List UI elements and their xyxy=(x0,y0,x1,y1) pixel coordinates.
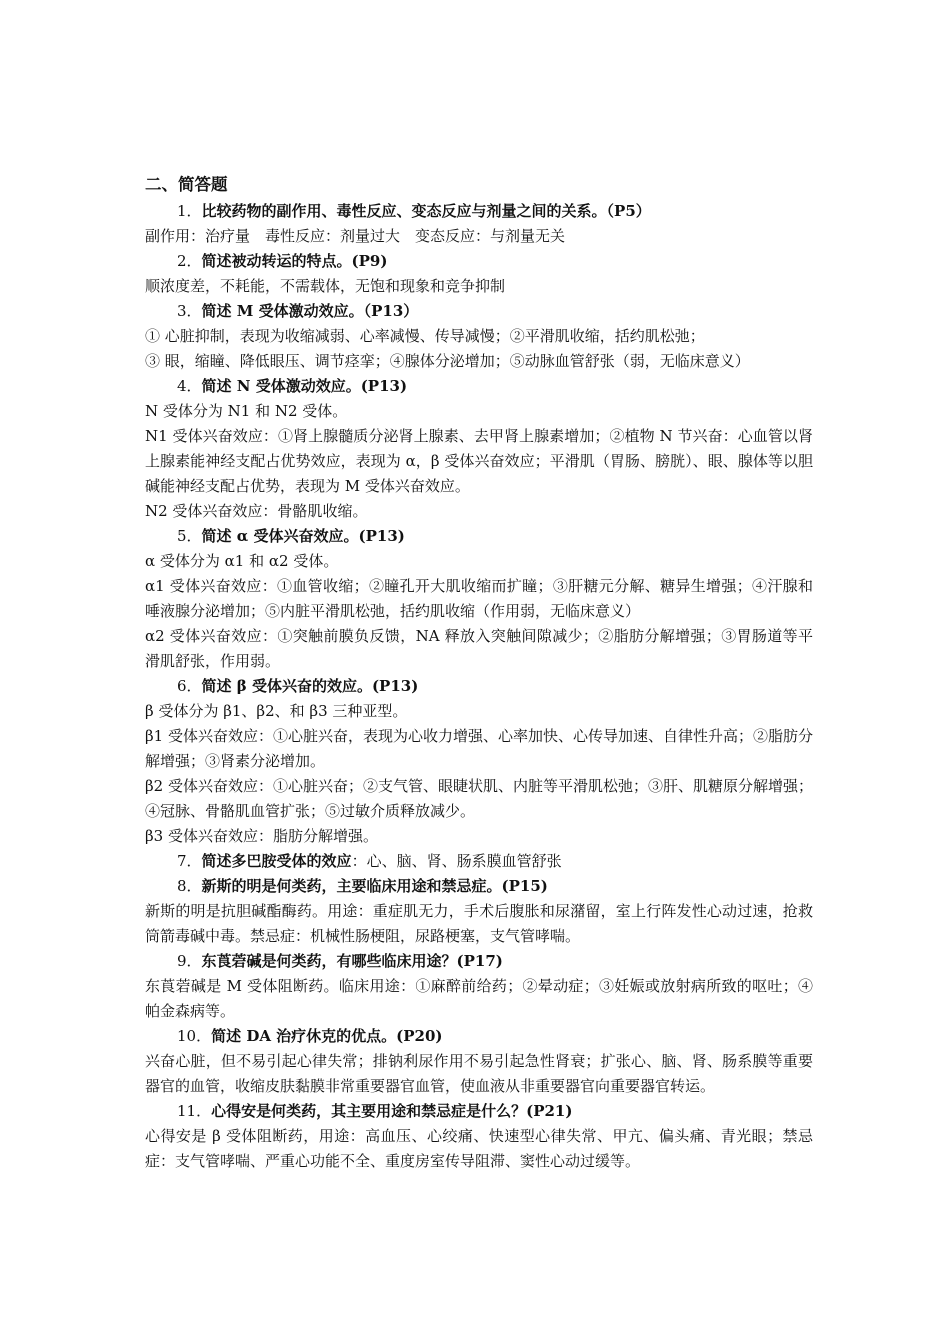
document-page xyxy=(145,171,813,1174)
answer-paragraph: β 受体分为 β1、β2、和 β3 三种亚型。 xyxy=(145,702,408,720)
question-number: 8． xyxy=(177,877,202,895)
answer-paragraph: β2 受体兴奋效应：①心脏兴奋；②支气管、眼睫状肌、内脏等平滑肌松弛；③肝、肌糖原分解增强；④冠脉、骨骼肌血管扩张；⑤过敏介质释放减少。 xyxy=(145,777,813,820)
question-number: 10． xyxy=(177,1027,212,1045)
question-heading xyxy=(145,674,813,699)
question-heading xyxy=(145,249,813,274)
question-number: 9． xyxy=(177,952,202,970)
answer-paragraph: 新斯的明是抗胆碱酯酶药。用途：重症肌无力，手术后腹胀和尿潴留，室上行阵发性心动过速，抢救筒箭毒碱中毒。禁忌症：机械性肠梗阻，尿路梗塞，支气管哮喘。 xyxy=(145,902,813,945)
question-number: 2． xyxy=(177,252,202,270)
question-text: 心得安是何类药，其主要用途和禁忌症是什么？(P21) xyxy=(211,1102,573,1120)
question-number: 5． xyxy=(177,527,202,545)
question-text: 简述 DA 治疗休克的优点。(P20) xyxy=(211,1027,443,1045)
question-heading xyxy=(145,874,813,899)
question-number: 1． xyxy=(177,202,202,220)
question-heading xyxy=(145,299,813,324)
question-number: 6． xyxy=(177,677,202,695)
question-text: 东莨菪碱是何类药，有哪些临床用途？(P17) xyxy=(201,952,503,970)
question-number: 11． xyxy=(177,1102,212,1120)
question-text: 新斯的明是何类药，主要临床用途和禁忌症。(P15) xyxy=(201,877,548,895)
answer-paragraph: 心得安是 β 受体阻断药，用途：高血压、心绞痛、快速型心律失常、甲亢、偏头痛、青光眼；禁忌症：支气管哮喘、严重心功能不全、重度房室传导阻滞、窦性心动过缓等。 xyxy=(145,1127,813,1170)
question-heading xyxy=(145,949,813,974)
question-heading xyxy=(145,374,813,399)
inline-answer: ：心、脑、肾、肠系膜血管舒张 xyxy=(351,852,562,870)
question-list xyxy=(145,199,813,1174)
answer-paragraph: ③ 眼，缩瞳、降低眼压、调节痉挛；④腺体分泌增加；⑤动脉血管舒张（弱，无临床意义） xyxy=(145,352,750,370)
question-text: 简述被动转运的特点。(P9) xyxy=(201,252,388,270)
answer-paragraph: 东莨菪碱是 M 受体阻断药。临床用途：①麻醉前给药；②晕动症；③妊娠或放射病所致的呕吐；④帕金森病等。 xyxy=(145,977,813,1020)
answer-paragraph: N2 受体兴奋效应：骨骼肌收缩。 xyxy=(145,502,368,520)
question-number: 4． xyxy=(177,377,202,395)
question-text: 简述 β 受体兴奋的效应。(P13) xyxy=(201,677,419,695)
question-number: 7． xyxy=(177,852,202,870)
answer-paragraph: α 受体分为 α1 和 α2 受体。 xyxy=(145,552,339,570)
section-title: 二、简答题 xyxy=(145,175,228,194)
answer-paragraph: β3 受体兴奋效应：脂肪分解增强。 xyxy=(145,827,378,845)
answer-paragraph: 顺浓度差，不耗能，不需载体，无饱和现象和竞争抑制 xyxy=(145,277,506,295)
question-text: 简述 α 受体兴奋效应。(P13) xyxy=(201,527,405,545)
question-text: 简述 M 受体激动效应。（P13） xyxy=(201,302,419,320)
question-heading xyxy=(145,1024,813,1049)
question-text: 比较药物的副作用、毒性反应、变态反应与剂量之间的关系。（P5） xyxy=(201,202,651,220)
question-heading xyxy=(145,199,813,224)
answer-paragraph: α2 受体兴奋效应：①突触前膜负反馈，NA 释放入突触间隙减少；②脂肪分解增强；③胃肠道等平滑肌舒张，作用弱。 xyxy=(145,627,813,670)
answer-paragraph: N1 受体兴奋效应：①肾上腺髓质分泌肾上腺素、去甲肾上腺素增加；②植物 N 节兴奋：心血管以肾上腺素能神经支配占优势效应，表现为 α，β 受体兴奋效应；平滑肌（胃肠、膀胱）、眼、腺体等以胆碱能神经支配占优势，表现为 M 受体兴奋效应。 xyxy=(145,427,813,495)
question-number: 3． xyxy=(177,302,202,320)
question-text: 简述 N 受体激动效应。(P13) xyxy=(201,377,408,395)
question-heading xyxy=(145,524,813,549)
question-heading xyxy=(145,849,813,874)
question-text: 简述多巴胺受体的效应 xyxy=(201,852,352,870)
answer-paragraph: 兴奋心脏，但不易引起心律失常；排钠利尿作用不易引起急性肾衰；扩张心、脑、肾、肠系膜等重要器官的血管，收缩皮肤黏膜非常重要器官血管，使血液从非重要器官向重要器官转运。 xyxy=(145,1052,813,1095)
answer-paragraph: ① 心脏抑制，表现为收缩减弱、心率减慢、传导减慢；②平滑肌收缩，括约肌松弛； xyxy=(145,327,705,345)
question-heading xyxy=(145,1099,813,1124)
answer-paragraph: N 受体分为 N1 和 N2 受体。 xyxy=(145,402,348,420)
answer-paragraph: α1 受体兴奋效应：①血管收缩；②瞳孔开大肌收缩而扩瞳；③肝糖元分解、糖异生增强；④汗腺和唾液腺分泌增加；⑤内脏平滑肌松弛，括约肌收缩（作用弱，无临床意义） xyxy=(145,577,813,620)
answer-paragraph: β1 受体兴奋效应：①心脏兴奋，表现为心收力增强、心率加快、心传导加速、自律性升高；②脂肪分解增强；③肾素分泌增加。 xyxy=(145,727,813,770)
answer-paragraph: 副作用：治疗量 毒性反应：剂量过大 变态反应：与剂量无关 xyxy=(145,227,566,245)
